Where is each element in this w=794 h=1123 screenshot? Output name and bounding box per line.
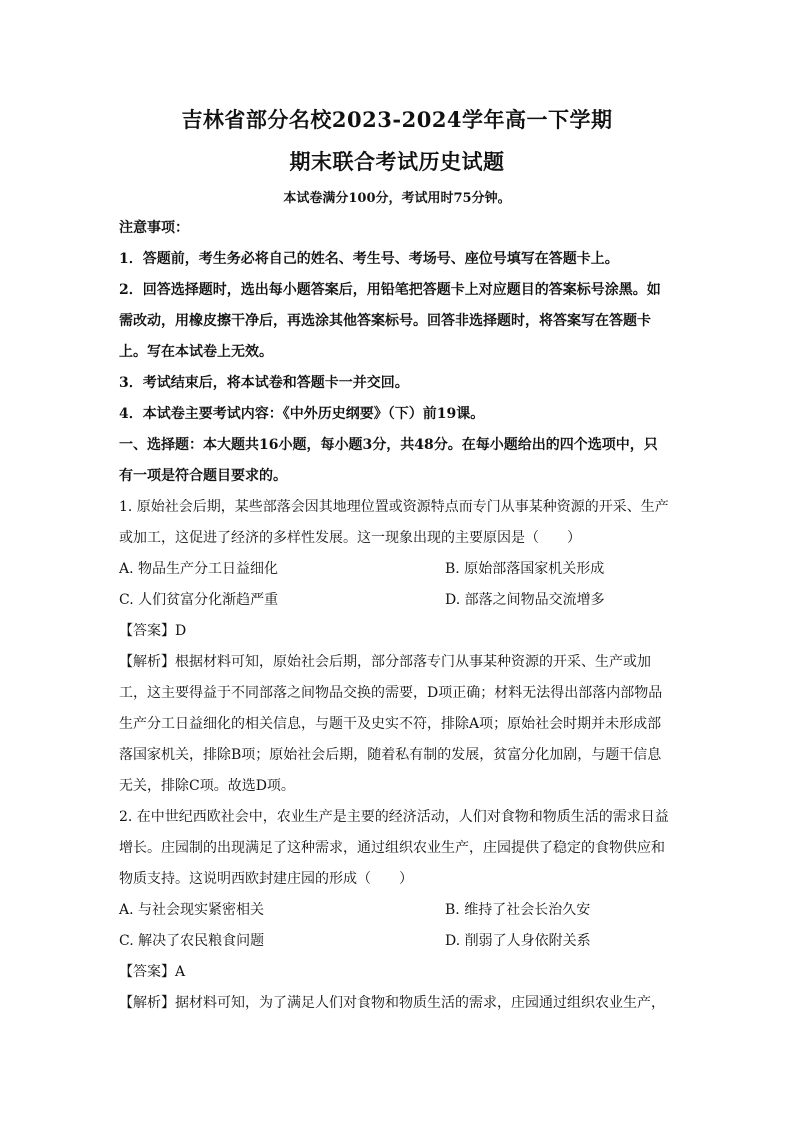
note-line: 上。写在本试卷上无效。: [119, 344, 273, 360]
option-c: C. 解决了农民粮食问题: [119, 933, 265, 949]
exam-title: 吉林省部分名校2023-2024学年高一下学期: [181, 107, 613, 132]
question-stem: 物质支持。这说明西欧封建庄园的形成（ ）: [119, 871, 413, 887]
question-stem: 增长。庄园制的出现满足了这种需求，通过组织农业生产，庄园提供了稳定的食物供应和: [119, 840, 665, 856]
notes-header: 注意事项：: [119, 220, 189, 236]
answer-label: 【答案】A: [119, 964, 186, 980]
option-c: C. 人们贫富分化渐趋严重: [119, 592, 279, 608]
note-line: 需改动，用橡皮擦干净后，再选涂其他答案标号。回答非选择题时，将答案写在答题卡: [119, 313, 651, 329]
question-stem: 或加工，这促进了经济的多样性发展。这一现象出现的主要原因是（ ）: [119, 530, 581, 546]
note-line: 2．回答选择题时，选出每小题答案后，用铅笔把答题卡上对应题目的答案标号涂黑。如: [119, 282, 661, 298]
analysis-line: 无关，排除C项。故选D项。: [119, 778, 295, 794]
note-line: 3．考试结束后，将本试卷和答题卡一并交回。: [119, 375, 409, 391]
analysis-line: 落国家机关，排除B项；原始社会后期，随着私有制的发展，贫富分化加剧，与题干信息: [119, 747, 662, 763]
option-d: D. 削弱了人身依附关系: [445, 933, 591, 949]
analysis-line: 【解析】根据材料可知，原始社会后期，部分部落专门从事某种资源的开采、生产或加: [119, 654, 651, 670]
question-stem: 1. 原始社会后期，某些部落会因其地理位置或资源特点而专门从事某种资源的开采、生产: [119, 499, 669, 515]
option-d: D. 部落之间物品交流增多: [445, 592, 605, 608]
exam-subtitle: 本试卷满分100分，考试用时75分钟。: [283, 191, 511, 206]
section-header: 一、选择题：本大题共16小题，每小题3分，共48分。在每小题给出的四个选项中，只: [119, 437, 658, 453]
question-stem: 2. 在中世纪西欧社会中，农业生产是主要的经济活动，人们对食物和物质生活的需求日益: [119, 809, 669, 825]
option-b: B. 原始部落国家机关形成: [445, 561, 605, 577]
option-b: B. 维持了社会长治久安: [445, 902, 591, 918]
option-a: A. 与社会现实紧密相关: [119, 902, 265, 918]
note-line: 4．本试卷主要考试内容：《中外历史纲要》（下）前19课。: [119, 406, 485, 422]
option-a: A. 物品生产分工日益细化: [119, 561, 279, 577]
analysis-line: 工，这主要得益于不同部落之间物品交换的需要，D项正确；材料无法得出部落内部物品: [119, 685, 663, 701]
section-header-cont: 有一项是符合题目要求的。: [119, 468, 287, 484]
answer-label: 【答案】D: [119, 623, 187, 639]
exam-title-line2: 期末联合考试历史试题: [289, 149, 505, 174]
analysis-line: 【解析】据材料可知，为了满足人们对食物和物质生活的需求，庄园通过组织农业生产，: [119, 995, 665, 1011]
note-line: 1．答题前，考生务必将自己的姓名、考生号、考场号、座位号填写在答题卡上。: [119, 251, 619, 267]
analysis-line: 生产分工日益细化的相关信息，与题干及史实不符，排除A项；原始社会时期并未形成部: [119, 716, 662, 732]
